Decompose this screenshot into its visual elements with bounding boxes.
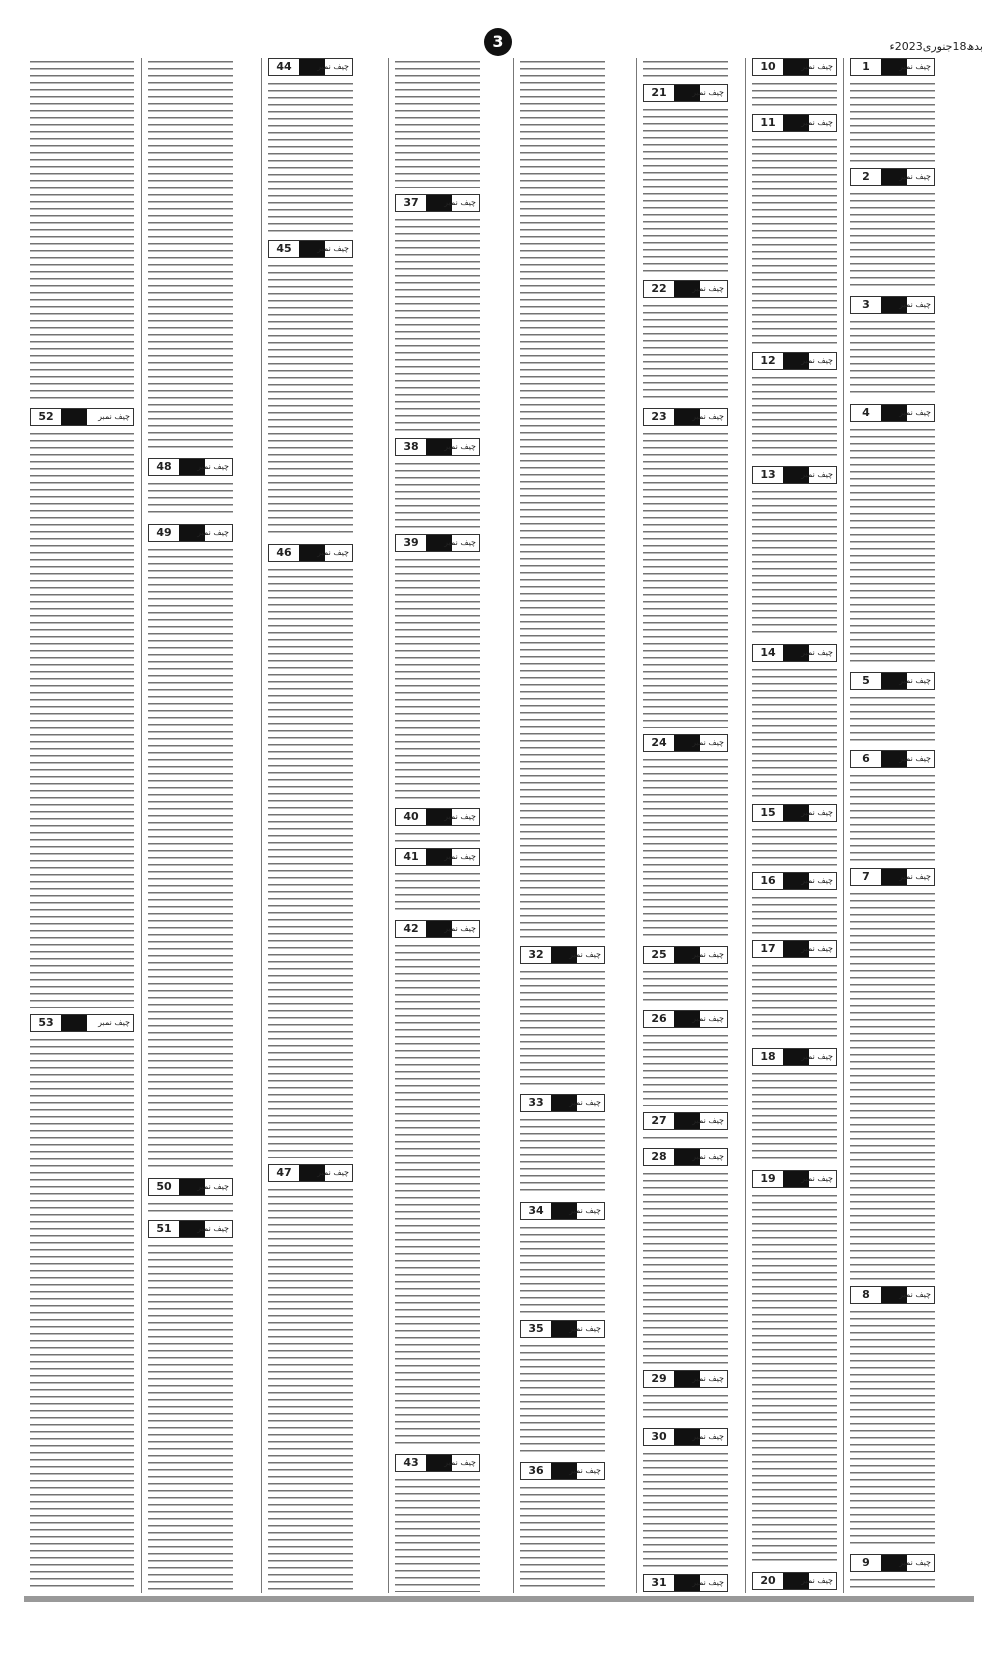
item-box: 22 چیف نمبر <box>643 280 728 298</box>
item-box: 9 چیف نمبر <box>850 1554 935 1572</box>
item-box: 13 چیف نمبر <box>752 466 837 484</box>
column-8 <box>30 58 134 1593</box>
item-box: 42 چیف نمبر <box>395 920 480 938</box>
text-block <box>520 1224 605 1314</box>
page-number: 3 <box>484 28 512 56</box>
item-box: 8 چیف نمبر <box>850 1286 935 1304</box>
item-box: 3 چیف نمبر <box>850 296 935 314</box>
item-box: 16 چیف نمبر <box>752 872 837 890</box>
column-5 <box>395 58 480 1593</box>
item-box: 17 چیف نمبر <box>752 940 837 958</box>
text-block <box>850 1576 935 1592</box>
text-block <box>643 756 728 940</box>
text-block <box>752 374 837 460</box>
text-block <box>752 826 837 866</box>
item-box: 23 چیف نمبر <box>643 408 728 426</box>
text-block <box>268 262 353 538</box>
text-block <box>643 430 728 728</box>
item-box: 50 چیف نمبر <box>148 1178 233 1196</box>
item-box: 26 چیف نمبر <box>643 1010 728 1028</box>
item-box: 27 چیف نمبر <box>643 1112 728 1130</box>
item-box: 51 چیف نمبر <box>148 1220 233 1238</box>
text-block <box>752 1192 837 1566</box>
text-block <box>643 1032 728 1106</box>
text-block <box>395 556 480 802</box>
text-block <box>643 58 728 78</box>
item-box: 20 چیف نمبر <box>752 1572 837 1590</box>
item-box: 12 چیف نمبر <box>752 352 837 370</box>
text-block <box>643 1450 728 1568</box>
item-box: 37 چیف نمبر <box>395 194 480 212</box>
text-block <box>850 1308 935 1548</box>
text-block <box>643 968 728 1004</box>
text-block <box>850 694 935 744</box>
text-block <box>395 58 480 188</box>
item-box: 21 چیف نمبر <box>643 84 728 102</box>
item-box: 6 چیف نمبر <box>850 750 935 768</box>
column-3 <box>643 58 728 1593</box>
text-block <box>752 666 837 798</box>
item-box: 18 چیف نمبر <box>752 1048 837 1066</box>
item-box: 35 چیف نمبر <box>520 1320 605 1338</box>
text-block <box>752 80 837 108</box>
text-block <box>752 1070 837 1164</box>
text-block <box>148 1242 233 1592</box>
text-block <box>850 80 935 162</box>
footer-rule <box>24 1596 974 1602</box>
text-block <box>850 426 935 666</box>
item-box: 24 چیف نمبر <box>643 734 728 752</box>
text-block <box>268 1186 353 1592</box>
text-block <box>30 430 134 1008</box>
text-block <box>30 58 134 402</box>
item-box: 44 چیف نمبر <box>268 58 353 76</box>
text-block <box>850 318 935 398</box>
text-block <box>395 870 480 914</box>
item-box: 38 چیف نمبر <box>395 438 480 456</box>
text-block <box>148 1200 233 1214</box>
text-block <box>643 106 728 274</box>
column-divider <box>141 58 142 1593</box>
text-block <box>520 1116 605 1196</box>
item-box: 7 چیف نمبر <box>850 868 935 886</box>
text-block <box>395 1476 480 1592</box>
text-block <box>520 968 605 1088</box>
text-block <box>30 1036 134 1592</box>
item-box: 53 چیف نمبر <box>30 1014 134 1032</box>
item-box: 14 چیف نمبر <box>752 644 837 662</box>
item-box: 4 چیف نمبر <box>850 404 935 422</box>
item-box: 28 چیف نمبر <box>643 1148 728 1166</box>
item-box: 45 چیف نمبر <box>268 240 353 258</box>
text-block <box>268 80 353 234</box>
item-box: 1 چیف نمبر <box>850 58 935 76</box>
item-box: 48 چیف نمبر <box>148 458 233 476</box>
text-block <box>752 488 837 638</box>
text-block <box>148 58 233 452</box>
item-box: 32 چیف نمبر <box>520 946 605 964</box>
column-7 <box>148 58 233 1593</box>
text-block <box>520 1342 605 1456</box>
text-block <box>395 460 480 528</box>
page-header <box>0 0 997 56</box>
text-block <box>395 216 480 432</box>
column-4 <box>520 58 605 1593</box>
column-divider <box>261 58 262 1593</box>
item-box: 25 چیف نمبر <box>643 946 728 964</box>
text-block <box>850 890 935 1280</box>
item-box: 10 چیف نمبر <box>752 58 837 76</box>
item-box: 2 چیف نمبر <box>850 168 935 186</box>
text-block <box>850 190 935 290</box>
item-box: 31 چیف نمبر <box>643 1574 728 1592</box>
item-box: 39 چیف نمبر <box>395 534 480 552</box>
item-box: 52 چیف نمبر <box>30 408 134 426</box>
text-block <box>752 962 837 1042</box>
item-box: 30 چیف نمبر <box>643 1428 728 1446</box>
text-block <box>850 772 935 862</box>
text-block <box>395 942 480 1448</box>
item-box: 40 چیف نمبر <box>395 808 480 826</box>
text-block <box>643 302 728 402</box>
item-box: 5 چیف نمبر <box>850 672 935 690</box>
column-divider <box>745 58 746 1593</box>
column-divider <box>388 58 389 1593</box>
item-box: 11 چیف نمبر <box>752 114 837 132</box>
text-block <box>395 830 480 842</box>
item-box: 46 چیف نمبر <box>268 544 353 562</box>
text-block <box>752 136 837 346</box>
item-box: 43 چیف نمبر <box>395 1454 480 1472</box>
item-box: 29 چیف نمبر <box>643 1370 728 1388</box>
issue-date: بدھ18جنوری2023ء <box>889 40 983 53</box>
column-divider <box>843 58 844 1593</box>
column-2 <box>752 58 837 1593</box>
item-box: 36 چیف نمبر <box>520 1462 605 1480</box>
text-block <box>148 546 233 1172</box>
item-box: 33 چیف نمبر <box>520 1094 605 1112</box>
text-block <box>148 480 233 518</box>
text-block <box>268 566 353 1158</box>
text-block <box>752 894 837 934</box>
text-block <box>643 1392 728 1422</box>
item-box: 49 چیف نمبر <box>148 524 233 542</box>
text-block <box>520 58 605 938</box>
column-divider <box>513 58 514 1593</box>
item-box: 19 چیف نمبر <box>752 1170 837 1188</box>
text-block <box>520 1484 605 1592</box>
item-box: 15 چیف نمبر <box>752 804 837 822</box>
column-divider <box>636 58 637 1593</box>
text-block <box>643 1170 728 1364</box>
column-6 <box>268 58 353 1593</box>
item-box: 41 چیف نمبر <box>395 848 480 866</box>
text-block <box>643 1134 728 1144</box>
item-box: 47 چیف نمبر <box>268 1164 353 1182</box>
column-1 <box>850 58 935 1593</box>
item-box: 34 چیف نمبر <box>520 1202 605 1220</box>
